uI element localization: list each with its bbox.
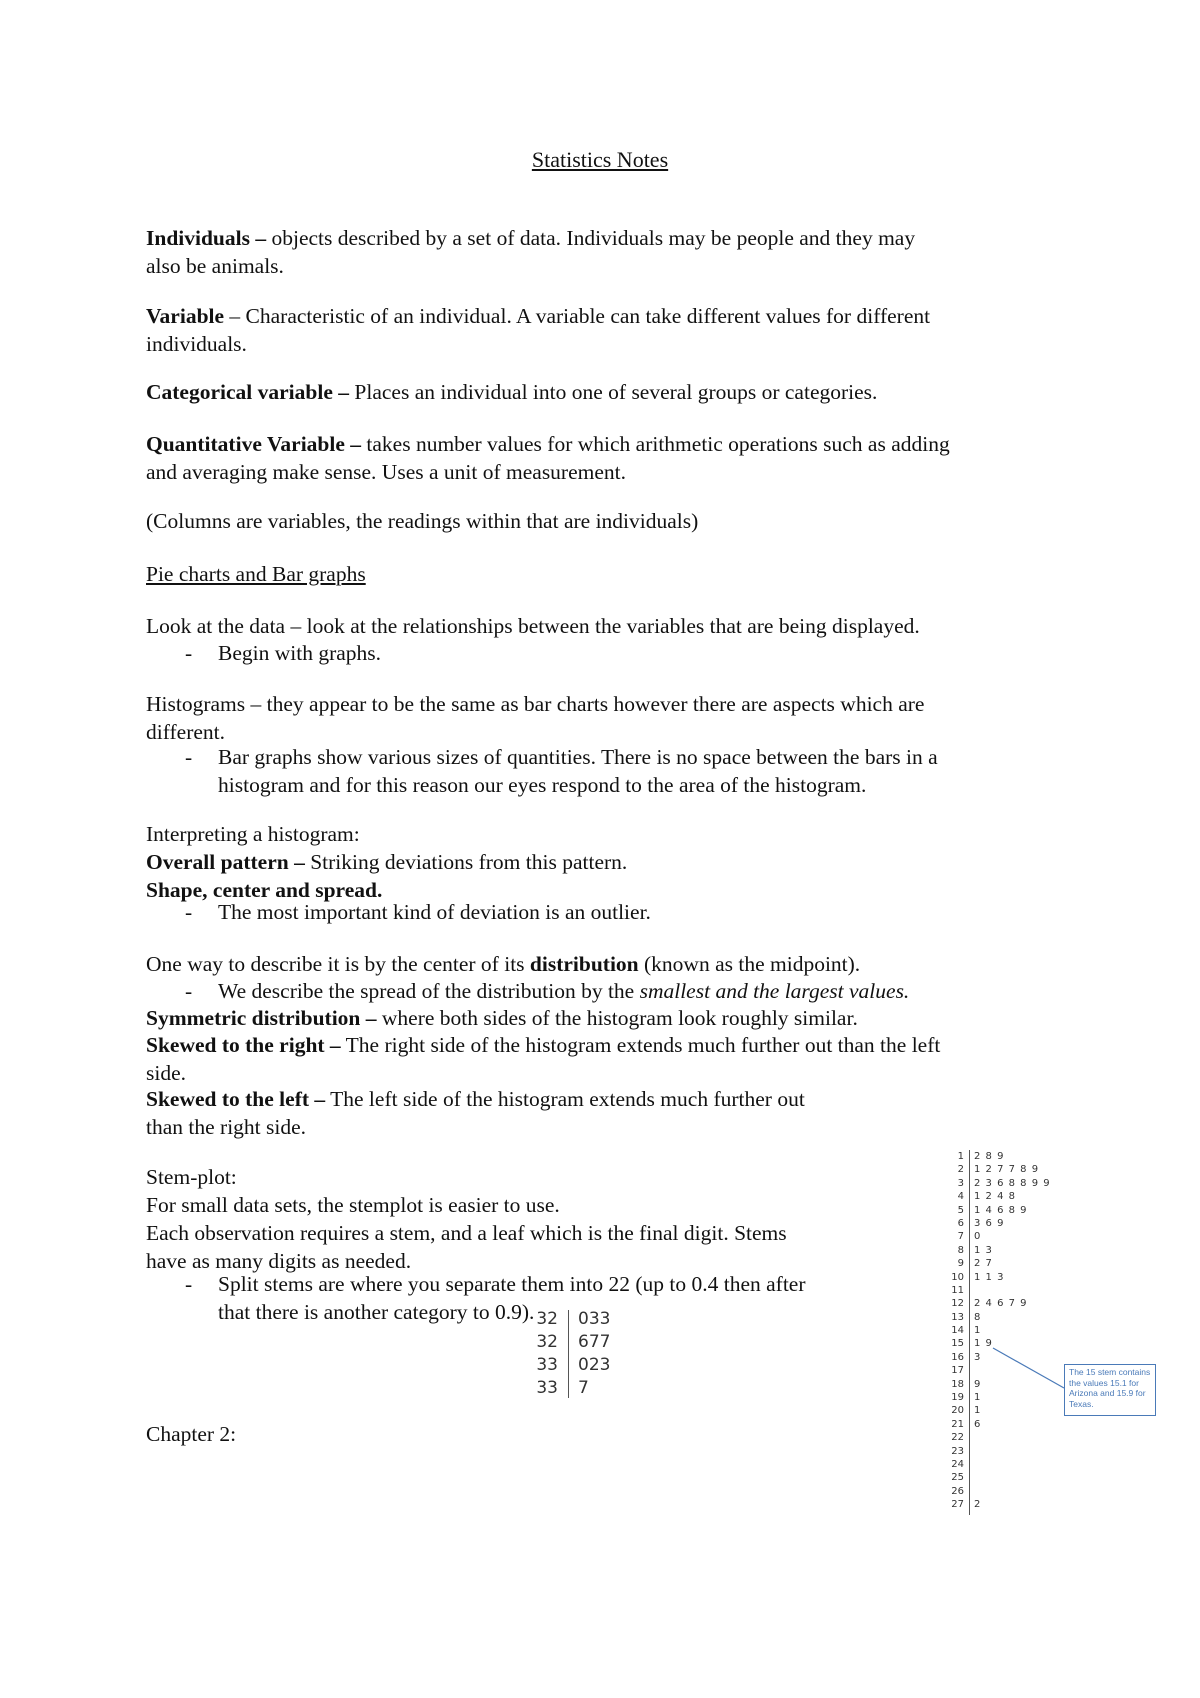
leaf-values: 023 <box>578 1355 611 1375</box>
bullet-dash: - <box>185 641 193 665</box>
skewed-right-definition <box>146 1031 1076 1087</box>
shape-center-spread: Shape, center and spread. <box>146 878 383 902</box>
look-at-data-text: Look at the data – look at the relationships between the variables that are being displayed. <box>146 614 920 638</box>
leaf-values: 1 <box>974 1392 982 1404</box>
columns-note: (Columns are variables, the readings within that are individuals) <box>146 509 699 533</box>
variable-definition <box>146 302 1076 358</box>
histograms-line: Histograms – they appear to be the same as bar charts however there are aspects which are <box>146 692 925 716</box>
leaf-values: 1 9 <box>974 1338 993 1350</box>
stem-value: 6 <box>957 1217 964 1229</box>
definition-text: Places an individual into one of several groups or categories. <box>349 380 878 404</box>
bullet-line: histogram and for this reason our eyes respond to the area of the histogram. <box>218 773 867 797</box>
stem-value: 13 <box>951 1311 964 1323</box>
chapter-heading: Chapter 2: <box>146 1422 237 1446</box>
stem-value: 24 <box>951 1458 964 1470</box>
stemplot-block <box>146 1163 906 1275</box>
stem-value: 15 <box>951 1338 964 1350</box>
leaf-values: 1 2 7 7 8 9 <box>974 1164 1040 1176</box>
term-label: Skewed to the left – <box>146 1087 326 1111</box>
leaf-values: 1 <box>974 1405 982 1417</box>
stem-value: 18 <box>951 1378 964 1390</box>
leaf-values: 0 <box>974 1231 982 1243</box>
term-label: Symmetric distribution – <box>146 1006 377 1030</box>
leaf-values: 8 <box>974 1311 982 1323</box>
leaf-values: 1 1 3 <box>974 1271 1005 1283</box>
stemplot-callout-note: The 15 stem contains the values 15.1 for Arizona and 15.9 for Texas. <box>1064 1364 1156 1416</box>
stem-value: 25 <box>951 1472 964 1484</box>
skewed-left-definition <box>146 1085 906 1141</box>
term-label: Individuals – <box>146 226 267 250</box>
term-label: Categorical variable – <box>146 380 350 404</box>
leaf-values: 2 <box>974 1499 982 1511</box>
definition-text: and averaging make sense. Uses a unit of measurement. <box>146 460 627 484</box>
definition-text: also be animals. <box>146 254 284 278</box>
definition-text: individuals. <box>146 332 247 356</box>
stem-value: 19 <box>951 1392 964 1404</box>
bullet-dash: - <box>185 1272 193 1296</box>
leaf-values: 2 3 6 8 8 9 9 <box>974 1177 1051 1189</box>
stem-value: 2 <box>957 1164 964 1176</box>
definition-text: takes number values for which arithmetic operations such as adding <box>361 432 950 456</box>
individuals-definition <box>146 224 1076 280</box>
symmetric-definition <box>146 1004 1076 1032</box>
stem-value: 8 <box>957 1244 964 1256</box>
leaf-values: 2 4 6 7 9 <box>974 1298 1028 1310</box>
interpreting-block <box>146 820 1076 904</box>
definition-text: The right side of the histogram extends much further out than the left <box>340 1033 941 1057</box>
histograms-text <box>146 690 1076 746</box>
leaf-values: 1 4 6 8 9 <box>974 1204 1028 1216</box>
stem-value: 10 <box>951 1271 964 1283</box>
bullet-dash: - <box>185 900 193 924</box>
term-label: Overall pattern – <box>146 850 305 874</box>
stem-value: 26 <box>951 1485 964 1497</box>
stem-value: 9 <box>957 1258 964 1270</box>
definition-text: – Characteristic of an individual. A variable can take different values for different <box>224 304 931 328</box>
page-title: Statistics Notes <box>531 147 669 172</box>
stem-value: 23 <box>951 1445 964 1457</box>
stem-value: 12 <box>951 1298 964 1310</box>
leaf-values: 677 <box>578 1332 611 1352</box>
leaf-values: 033 <box>578 1309 611 1329</box>
stem-value: 27 <box>951 1499 964 1511</box>
stemplot-heading: Stem-plot: <box>146 1165 237 1189</box>
bullet-text <box>218 743 1078 799</box>
text-part-bold: distribution <box>529 952 639 976</box>
definition-text: than the right side. <box>146 1115 307 1139</box>
definition-text: The left side of the histogram extends much further out <box>325 1087 805 1111</box>
stem-value: 32 <box>536 1309 558 1329</box>
stemplot-line: Each observation requires a stem, and a leaf which is the final digit. Stems <box>146 1221 787 1245</box>
stem-value: 5 <box>957 1204 964 1216</box>
stem-value: 14 <box>951 1325 964 1337</box>
stem-value: 32 <box>536 1332 558 1352</box>
stemplot-divider <box>969 1150 970 1515</box>
stem-value: 33 <box>536 1355 558 1375</box>
leaf-values: 9 <box>974 1378 982 1390</box>
text-part: (known as the midpoint). <box>638 952 861 976</box>
term-label: Variable <box>146 304 225 328</box>
interpreting-heading: Interpreting a histogram: <box>146 822 360 846</box>
text-part: One way to describe it is by the center of its <box>146 952 530 976</box>
stem-value: 3 <box>957 1177 964 1189</box>
leaf-values: 2 8 9 <box>974 1151 1005 1162</box>
leaf-values: 3 <box>974 1351 982 1363</box>
leaf-values: 1 3 <box>974 1244 993 1256</box>
stem-value: 22 <box>951 1432 964 1444</box>
leaf-values: 6 <box>974 1418 982 1430</box>
stem-value: 7 <box>957 1231 964 1243</box>
text-part-italic: smallest and the largest values. <box>639 979 910 1003</box>
quantitative-definition <box>146 430 1076 486</box>
leaf-values: 1 <box>974 1325 982 1337</box>
categorical-definition <box>146 378 1076 406</box>
stem-value: 1 <box>957 1151 964 1162</box>
definition-text: objects described by a set of data. Individuals may be people and they may <box>266 226 916 250</box>
bullet-text <box>218 1270 908 1326</box>
leaf-values: 2 7 <box>974 1258 993 1270</box>
stem-value: 4 <box>957 1191 964 1203</box>
histograms-line: different. <box>146 720 225 744</box>
definition-text: where both sides of the histogram look roughly similar. <box>376 1006 858 1030</box>
bullet-dash: - <box>185 745 193 769</box>
bullet-line: that there is another category to 0.9). <box>218 1300 535 1324</box>
stem-value: 33 <box>536 1378 558 1398</box>
leaf-values: 1 2 4 8 <box>974 1191 1016 1203</box>
bullet-line: Split stems are where you separate them into 22 (up to 0.4 then after <box>218 1272 806 1296</box>
stemplot-line: have as many digits as needed. <box>146 1249 412 1273</box>
pie-charts-heading: Pie charts and Bar graphs <box>146 562 366 586</box>
definition-text: Striking deviations from this pattern. <box>304 850 628 874</box>
bullet-text: Begin with graphs. <box>218 641 382 665</box>
stem-value: 16 <box>951 1351 964 1363</box>
stemplot-divider <box>568 1310 569 1398</box>
leaf-values: 7 <box>578 1378 589 1398</box>
stemplot-line: For small data sets, the stemplot is easier to use. <box>146 1193 560 1217</box>
definition-text: side. <box>146 1061 187 1085</box>
term-label: Skewed to the right – <box>146 1033 341 1057</box>
bullet-text: The most important kind of deviation is an outlier. <box>218 900 651 924</box>
one-way-text <box>146 950 1076 978</box>
term-label: Quantitative Variable – <box>146 432 362 456</box>
bullet-dash: - <box>185 979 193 1003</box>
bullet-text <box>218 977 1078 1005</box>
stem-value: 20 <box>951 1405 964 1417</box>
stem-value: 21 <box>951 1418 964 1430</box>
stem-value: 17 <box>951 1365 964 1377</box>
text-part: We describe the spread of the distribution by the <box>218 979 640 1003</box>
stem-value: 11 <box>951 1284 964 1296</box>
bullet-line: Bar graphs show various sizes of quantities. There is no space between the bars in a <box>218 745 938 769</box>
leaf-values: 3 6 9 <box>974 1217 1005 1229</box>
